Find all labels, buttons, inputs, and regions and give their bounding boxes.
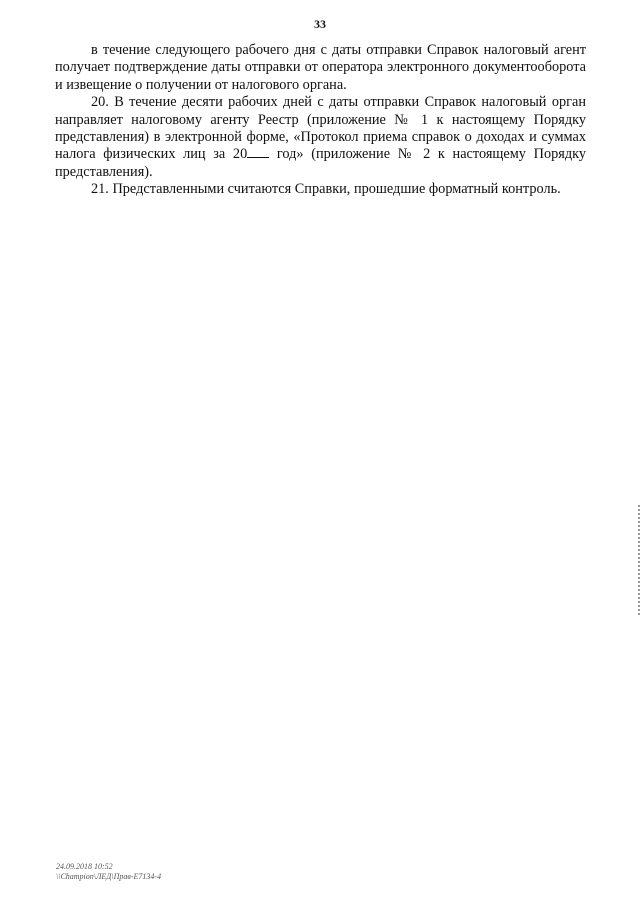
paragraph-continuation: в течение следующего рабочего дня с даты отправки Справок налоговый агент получает подтверждение даты отправки от оператора электронного документооборота и извещение о получении от налогового органа. bbox=[55, 42, 586, 93]
paragraph-20 bbox=[55, 94, 586, 181]
year-blank-field bbox=[247, 146, 269, 158]
paragraph-21: 21. Представленными считаются Справки, прошедшие форматный контроль. bbox=[91, 181, 561, 198]
footer-timestamp: 24.09.2018 10:52 bbox=[56, 862, 113, 871]
paragraph-20-text-before: 20. В течение десяти рабочих дней с даты отправки Справок налоговый орган направляет налоговому агенту Реестр (приложение № 1 к настоящему Порядку представления) в электронной форме, «Протокол приема справок о доходах и суммах налога физических лиц за 20 bbox=[55, 94, 586, 163]
footer-file-path: \\Champion\ЛЕД\Прав-E7134-4 bbox=[56, 872, 162, 881]
footer-stamp bbox=[56, 862, 161, 882]
page-number: 33 bbox=[314, 17, 326, 31]
document-body bbox=[55, 42, 586, 199]
paragraph-20-text-after: год» (приложение № 2 к настоящему Порядку представления). bbox=[55, 146, 586, 180]
scan-edge-marks bbox=[635, 505, 640, 615]
